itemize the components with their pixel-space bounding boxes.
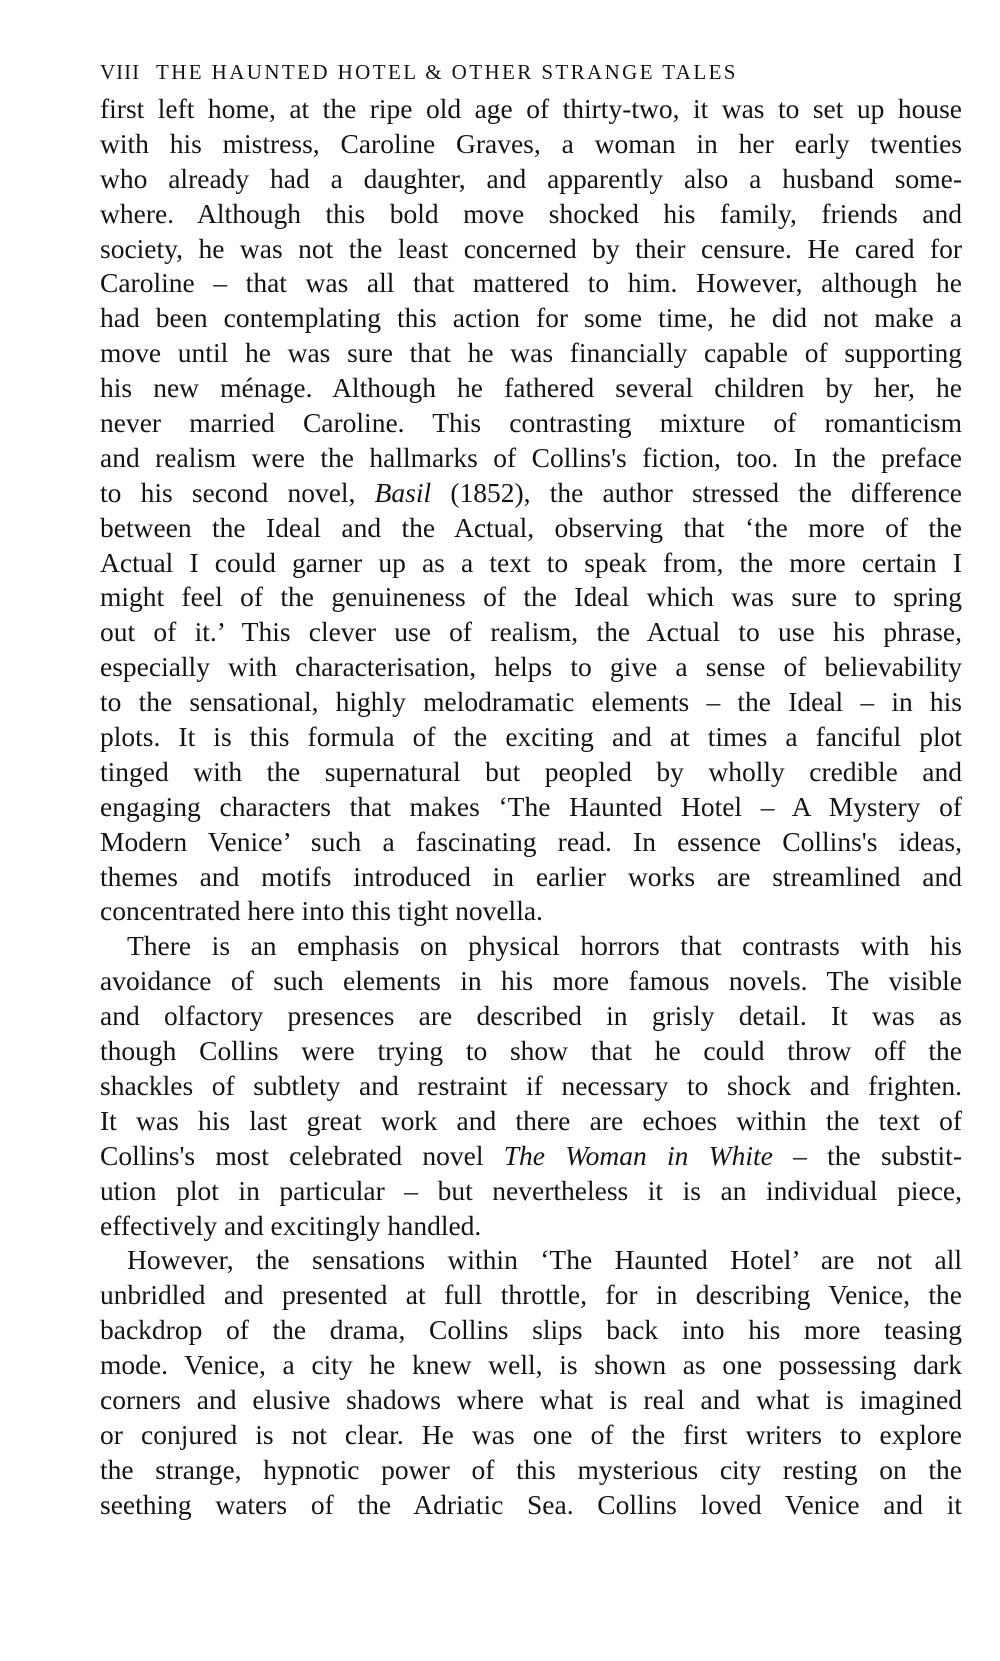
text-line: engaging characters that makes ‘The Haunted Hotel – A Mystery of	[100, 790, 962, 822]
text-line: Caroline – that was all that mattered to him. However, although he	[100, 267, 962, 299]
text-line: effectively and excitingly handled.	[100, 1209, 482, 1241]
text-line-with-italic-title	[100, 476, 962, 511]
text-run: Collins's most celebrated novel	[100, 1139, 504, 1171]
paragraph-3	[100, 1243, 962, 1522]
italic-book-title: The Woman in White	[503, 1139, 773, 1171]
text-line: ution plot in particular – but nevertheless it is an individual piece,	[100, 1174, 962, 1206]
page-number: VIII	[100, 60, 141, 84]
text-line: and olfactory presences are described in grisly detail. It was as	[100, 1000, 962, 1032]
text-line: themes and motifs introduced in earlier works are streamlined and	[100, 860, 962, 892]
text-line: his new ménage. Although he fathered several children by her, he	[100, 372, 962, 404]
text-line: unbridled and presented at full throttle, for in describing Venice, the	[100, 1279, 962, 1311]
paragraph-1	[100, 92, 962, 929]
text-line: to the sensational, highly melodramatic elements – the Ideal – in his	[100, 686, 962, 718]
text-line: had been contemplating this action for some time, he did not make a	[100, 302, 962, 334]
text-line: with his mistress, Caroline Graves, a woman in her early twenties	[100, 127, 962, 159]
text-line: the strange, hypnotic power of this mysterious city resting on the	[100, 1453, 962, 1485]
text-line: especially with characterisation, helps to give a sense of believability	[100, 651, 962, 683]
text-line: though Collins were trying to show that he could throw off the	[100, 1035, 962, 1067]
text-run: – the substit-	[772, 1139, 962, 1171]
text-line: backdrop of the drama, Collins slips back into his more teasing	[100, 1314, 962, 1346]
text-line: tinged with the supernatural but peopled by wholly credible and	[100, 755, 962, 787]
text-line: where. Although this bold move shocked his family, friends and	[100, 197, 962, 229]
text-line: between the Ideal and the Actual, observing that ‘the more of the	[100, 511, 962, 543]
paragraph-2	[100, 929, 962, 1243]
text-line: Modern Venice’ such a fascinating read. In essence Collins's ideas,	[100, 825, 962, 857]
text-run: to his second novel,	[100, 476, 375, 508]
text-line: shackles of subtlety and restraint if necessary to shock and frighten.	[100, 1069, 962, 1101]
text-line: There is an emphasis on physical horrors that contrasts with his	[127, 930, 962, 962]
book-page	[100, 56, 962, 1523]
text-line: plots. It is this formula of the exciting and at times a fanciful plot	[100, 721, 962, 753]
text-line: move until he was sure that he was financially capable of supporting	[100, 337, 962, 369]
text-line: mode. Venice, a city he knew well, is shown as one possessing dark	[100, 1349, 962, 1381]
text-line: Actual I could garner up as a text to speak from, the more certain I	[100, 546, 962, 578]
text-line: It was his last great work and there are echoes within the text of	[100, 1104, 962, 1136]
text-line: corners and elusive shadows where what is real and what is imagined	[100, 1383, 962, 1415]
text-line: never married Caroline. This contrasting mixture of romanticism	[100, 407, 962, 439]
book-title: THE HAUNTED HOTEL & OTHER STRANGE TALES	[156, 60, 738, 84]
text-line: seething waters of the Adriatic Sea. Collins loved Venice and it	[100, 1488, 962, 1520]
text-line: avoidance of such elements in his more famous novels. The visible	[100, 965, 962, 997]
italic-book-title: Basil	[374, 476, 432, 508]
text-line: or conjured is not clear. He was one of the first writers to explore	[100, 1418, 962, 1450]
text-line: concentrated here into this tight novella.	[100, 895, 543, 927]
text-line: and realism were the hallmarks of Collins's fiction, too. In the preface	[100, 441, 962, 473]
text-line: first left home, at the ripe old age of thirty-two, it was to set up house	[100, 93, 962, 124]
text-run: (1852), the author stressed the difference	[431, 476, 962, 508]
text-line: However, the sensations within ‘The Haunted Hotel’ are not all	[127, 1244, 962, 1276]
running-head	[100, 56, 962, 88]
text-line: out of it.’ This clever use of realism, the Actual to use his phrase,	[100, 616, 962, 648]
text-line: might feel of the genuineness of the Ideal which was sure to spring	[100, 581, 962, 613]
text-line: society, he was not the least concerned by their censure. He cared for	[100, 232, 962, 264]
text-line-with-italic-title	[100, 1139, 962, 1174]
text-line: who already had a daughter, and apparently also a husband some-	[100, 162, 962, 194]
